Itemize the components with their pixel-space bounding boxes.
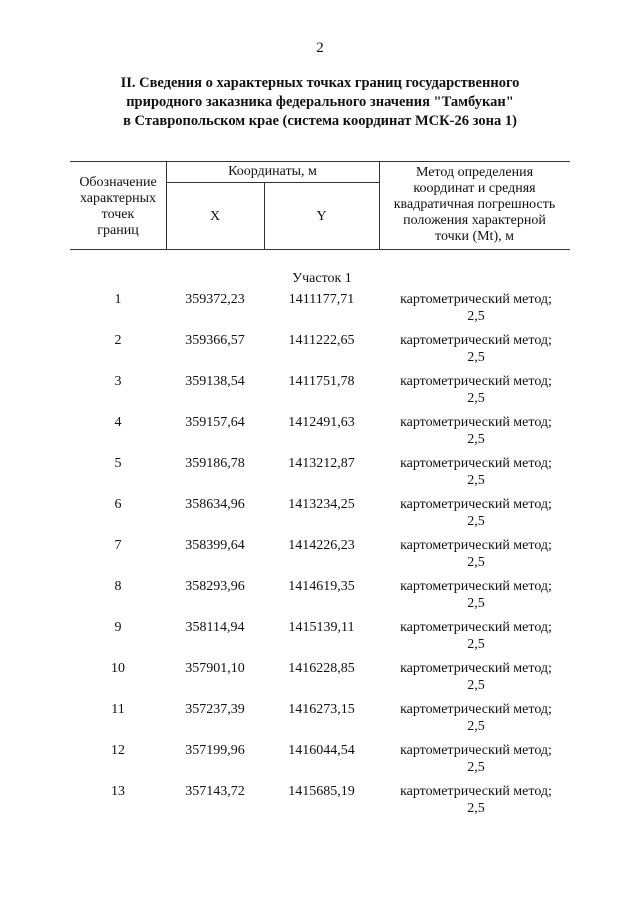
coord-x: 359138,54: [185, 374, 245, 389]
method-text: картометрический метод;: [400, 702, 552, 717]
coord-x: 359186,78: [185, 456, 245, 471]
coord-x: 357237,39: [185, 702, 245, 717]
point-number: 4: [114, 415, 122, 430]
points-table: [70, 161, 570, 824]
table-body: [70, 291, 570, 824]
coord-y: 1413212,87: [288, 456, 355, 471]
coord-x: 358293,96: [185, 579, 245, 594]
section-title: Участок 1: [292, 271, 352, 286]
point-number: 2: [114, 333, 122, 348]
coord-y: 1415685,19: [288, 784, 355, 799]
point-number: 7: [114, 538, 122, 553]
table-row: [70, 332, 570, 373]
method-cell: [382, 414, 570, 448]
table-row: [70, 455, 570, 496]
method-text: картометрический метод;: [400, 743, 552, 758]
coord-x: 359157,64: [185, 415, 245, 430]
method-text: картометрический метод;: [400, 415, 552, 430]
method-text: картометрический метод;: [400, 374, 552, 389]
method-text: картометрический метод;: [400, 292, 552, 307]
table-row: [70, 783, 570, 824]
accuracy-value: 2,5: [467, 678, 485, 693]
accuracy-value: 2,5: [467, 350, 485, 365]
title-line-3: в Ставропольском крае (система координат МСК-26 зона 1): [123, 113, 517, 129]
coord-x: 357199,96: [185, 743, 245, 758]
method-cell: [382, 619, 570, 653]
method-cell: [382, 660, 570, 694]
table-row: [70, 496, 570, 537]
point-number: 11: [111, 702, 125, 717]
coord-x: 357901,10: [185, 661, 245, 676]
table-row: [70, 373, 570, 414]
table-header: [70, 161, 570, 250]
method-cell: [382, 578, 570, 612]
page-title: [60, 74, 580, 131]
method-text: картометрический метод;: [400, 538, 552, 553]
accuracy-value: 2,5: [467, 309, 485, 324]
point-number: 1: [114, 292, 122, 307]
point-number: 6: [114, 497, 122, 512]
accuracy-value: 2,5: [467, 596, 485, 611]
method-cell: [382, 496, 570, 530]
title-line-1: II. Сведения о характерных точках границ государственного: [120, 75, 520, 91]
method-text: картометрический метод;: [400, 333, 552, 348]
header-divider: [166, 182, 379, 183]
method-cell: [382, 373, 570, 407]
header-method: Метод определения координат и средняя квадратичная погрешность положения характерной точки (Mt), м: [393, 165, 556, 244]
coord-y: 1416044,54: [288, 743, 355, 758]
accuracy-value: 2,5: [467, 760, 485, 775]
table-row: [70, 291, 570, 332]
point-number: 5: [114, 456, 122, 471]
accuracy-value: 2,5: [467, 391, 485, 406]
method-cell: [382, 701, 570, 735]
table-row: [70, 537, 570, 578]
coord-y: 1416273,15: [288, 702, 355, 717]
method-cell: [382, 332, 570, 366]
table-row: [70, 578, 570, 619]
method-text: картометрический метод;: [400, 497, 552, 512]
method-text: картометрический метод;: [400, 661, 552, 676]
method-text: картометрический метод;: [400, 620, 552, 635]
header-designation: Обозначение характерных точек границ: [79, 175, 157, 238]
point-number: 9: [114, 620, 122, 635]
coord-x: 358114,94: [185, 620, 245, 635]
accuracy-value: 2,5: [467, 637, 485, 652]
page-number: 2: [316, 40, 324, 56]
header-y: Y: [316, 209, 327, 224]
method-cell: [382, 455, 570, 489]
coord-x: 358399,64: [185, 538, 245, 553]
coord-y: 1412491,63: [288, 415, 355, 430]
coord-y: 1414619,35: [288, 579, 355, 594]
coord-x: 359366,57: [185, 333, 245, 348]
table-row: [70, 414, 570, 455]
coord-y: 1411751,78: [288, 374, 355, 389]
accuracy-value: 2,5: [467, 719, 485, 734]
method-text: картометрический метод;: [400, 456, 552, 471]
coord-y: 1416228,85: [288, 661, 355, 676]
table-row: [70, 619, 570, 660]
coord-y: 1411177,71: [288, 292, 355, 307]
method-cell: [382, 742, 570, 776]
table-row: [70, 742, 570, 783]
coord-x: 359372,23: [185, 292, 245, 307]
method-cell: [382, 783, 570, 817]
coord-y: 1415139,11: [288, 620, 355, 635]
coord-y: 1411222,65: [288, 333, 355, 348]
table-row: [70, 701, 570, 742]
point-number: 3: [114, 374, 122, 389]
method-cell: [382, 537, 570, 571]
coord-y: 1414226,23: [288, 538, 355, 553]
accuracy-value: 2,5: [467, 473, 485, 488]
header-x: X: [209, 209, 221, 224]
title-line-2: природного заказника федерального значения "Тамбукан": [126, 94, 514, 110]
point-number: 10: [111, 661, 125, 676]
coord-x: 357143,72: [185, 784, 245, 799]
point-number: 12: [111, 743, 125, 758]
method-cell: [382, 291, 570, 325]
accuracy-value: 2,5: [467, 432, 485, 447]
coord-y: 1413234,25: [288, 497, 355, 512]
point-number: 8: [114, 579, 122, 594]
point-number: 13: [111, 784, 125, 799]
method-text: картометрический метод;: [400, 579, 552, 594]
accuracy-value: 2,5: [467, 514, 485, 529]
table-row: [70, 660, 570, 701]
header-coordinates: Координаты, м: [228, 164, 317, 179]
coord-x: 358634,96: [185, 497, 245, 512]
accuracy-value: 2,5: [467, 801, 485, 816]
method-text: картометрический метод;: [400, 784, 552, 799]
accuracy-value: 2,5: [467, 555, 485, 570]
